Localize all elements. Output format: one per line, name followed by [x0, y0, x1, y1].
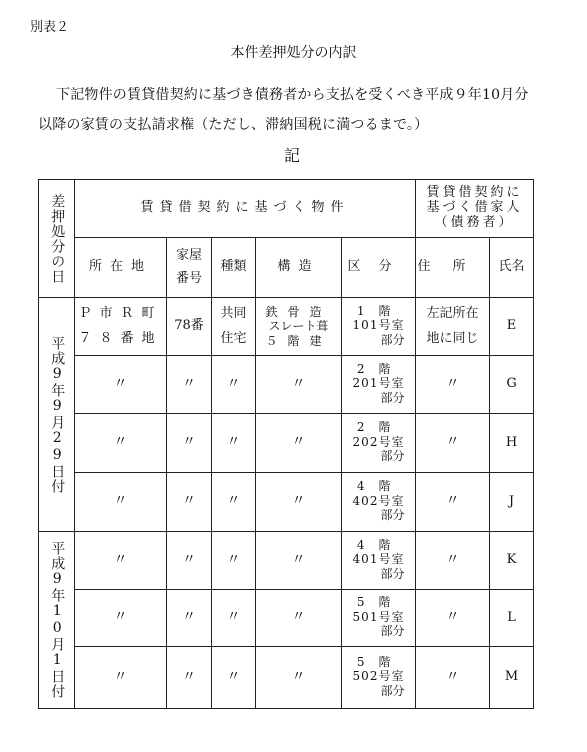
tenant-name: E: [506, 318, 517, 334]
table-row: [39, 473, 534, 532]
location-cell: [75, 590, 167, 647]
section-cell: [342, 473, 416, 532]
section-floor: 2階: [356, 361, 405, 376]
date-cell-2: [39, 532, 75, 709]
document-title: 本件差押処分の内訳: [230, 45, 357, 61]
ditto-mark: 〃: [445, 668, 460, 685]
house-no-header: [167, 238, 212, 298]
section-part: 部分: [380, 449, 405, 464]
table-row: [39, 590, 534, 647]
section-part: 部分: [380, 566, 405, 581]
address-cell: [416, 414, 490, 473]
section-floor: 4階: [356, 479, 405, 494]
kind-line-2: 住宅: [220, 330, 247, 346]
name-header: [490, 238, 534, 298]
paragraph-line-1: 下記物件の賃貸借契約に基づき債務者から支払を受くべき平成９年10月分: [56, 87, 529, 103]
section-part: 部分: [380, 390, 405, 405]
property-group-text: 賃貸借契約に基づく物件: [140, 200, 350, 216]
table-row: [39, 414, 534, 473]
kind-header: [212, 238, 256, 298]
ki-heading: 記: [284, 146, 301, 165]
house-no-header-line-1: 家屋: [175, 248, 202, 264]
date-column-header: [39, 180, 75, 298]
name-header-text: 氏名: [498, 259, 525, 275]
section-cell: [342, 590, 416, 647]
house-no-text: 78番: [174, 318, 204, 334]
ditto-mark: 〃: [113, 434, 128, 451]
name-cell: [490, 473, 534, 532]
address-header: [416, 238, 490, 298]
ditto-mark: 〃: [291, 434, 306, 451]
ditto-mark: 〃: [445, 493, 460, 510]
kind-line-1: 共同: [220, 305, 247, 321]
house-no-cell: [167, 356, 212, 414]
section-cell: [342, 298, 416, 356]
section-part: 部分: [380, 624, 405, 639]
structure-cell: [256, 532, 342, 590]
location-line-2: ７８番地: [78, 330, 163, 346]
section-room: 401号室: [352, 552, 405, 567]
address-cell: [416, 473, 490, 532]
name-cell: [490, 298, 534, 356]
ditto-mark: 〃: [445, 375, 460, 392]
house-no-header-line-2: 番号: [175, 270, 202, 286]
section-room: 501号室: [352, 609, 405, 624]
address-cell: [416, 356, 490, 414]
section-floor: 2階: [356, 420, 405, 435]
kind-header-text: 種類: [220, 259, 247, 275]
tenant-name: J: [508, 493, 515, 509]
location-cell: [75, 647, 167, 709]
address-cell: [416, 590, 490, 647]
ditto-mark: 〃: [226, 434, 241, 451]
name-cell: [490, 590, 534, 647]
location-cell: [75, 532, 167, 590]
section-cell: [342, 532, 416, 590]
location-cell: [75, 298, 167, 356]
tenant-name: H: [505, 434, 518, 450]
section-part: 部分: [380, 683, 405, 698]
date-1-text: 平成9年9月29日付: [49, 335, 66, 494]
ditto-mark: 〃: [113, 609, 128, 626]
ditto-mark: 〃: [113, 668, 128, 685]
date-header-text: 差押処分の日: [49, 193, 66, 284]
section-floor: 1階: [356, 303, 405, 318]
ditto-mark: 〃: [113, 551, 128, 568]
tenant-group-header: [416, 180, 534, 238]
ditto-mark: 〃: [291, 609, 306, 626]
section-header-text: 区分: [347, 259, 410, 275]
section-cell: [342, 414, 416, 473]
structure-cell: [256, 298, 342, 356]
house-no-cell: [167, 298, 212, 356]
kind-cell: [212, 647, 256, 709]
name-cell: [490, 532, 534, 590]
section-floor: 5階: [356, 595, 405, 610]
ditto-mark: 〃: [291, 493, 306, 510]
tenant-group-line-3: （債務者）: [434, 214, 515, 230]
ditto-mark: 〃: [226, 493, 241, 510]
ditto-mark: 〃: [113, 493, 128, 510]
location-cell: [75, 414, 167, 473]
address-header-text: 住所: [417, 259, 488, 275]
ditto-mark: 〃: [226, 668, 241, 685]
table-row: [39, 356, 534, 414]
location-line-1: Ｐ市Ｒ町: [78, 305, 163, 321]
address-cell: [416, 532, 490, 590]
ditto-mark: 〃: [445, 551, 460, 568]
name-cell: [490, 647, 534, 709]
ditto-mark: 〃: [182, 551, 196, 568]
kind-cell: [212, 414, 256, 473]
ditto-mark: 〃: [182, 609, 196, 626]
ditto-mark: 〃: [291, 375, 306, 392]
kind-cell: [212, 473, 256, 532]
ditto-mark: 〃: [445, 609, 460, 626]
header-row-1: [39, 180, 534, 238]
section-part: 部分: [380, 332, 405, 347]
section-cell: [342, 647, 416, 709]
tenant-name: G: [506, 376, 517, 392]
house-no-cell: [167, 647, 212, 709]
appendix-label: 別表２: [30, 20, 70, 35]
ditto-mark: 〃: [445, 434, 460, 451]
tenant-group-line-1: 賃貸借契約に: [426, 185, 523, 201]
structure-line-2: スレート葺: [268, 319, 329, 334]
table-row: [39, 647, 534, 709]
section-cell: [342, 356, 416, 414]
section-room: 402号室: [352, 493, 405, 508]
tenant-name: K: [506, 552, 517, 568]
tenant-group-line-2: 基づく借家人: [426, 200, 523, 216]
location-header-text: 所在地: [88, 259, 152, 275]
house-no-cell: [167, 532, 212, 590]
tenant-name: M: [504, 669, 519, 685]
structure-cell: [256, 356, 342, 414]
house-no-cell: [167, 414, 212, 473]
address-cell: [416, 298, 490, 356]
ditto-mark: 〃: [291, 551, 306, 568]
location-header: [75, 238, 167, 298]
address-line-1: 左記所在: [426, 305, 479, 321]
address-line-2: 地に同じ: [426, 330, 479, 346]
structure-line-3: ５階建: [265, 333, 332, 348]
ditto-mark: 〃: [226, 551, 241, 568]
header-row-2: [39, 238, 534, 298]
address-cell: [416, 647, 490, 709]
house-no-cell: [167, 473, 212, 532]
section-part: 部分: [380, 508, 405, 523]
ditto-mark: 〃: [226, 375, 241, 392]
ditto-mark: 〃: [182, 493, 196, 510]
property-group-header: [75, 180, 416, 238]
ditto-mark: 〃: [226, 609, 241, 626]
kind-cell: [212, 590, 256, 647]
house-no-cell: [167, 590, 212, 647]
structure-line-1: 鉄骨造: [265, 304, 332, 319]
ditto-mark: 〃: [182, 375, 196, 392]
section-room: 502号室: [352, 669, 405, 684]
section-room: 201号室: [352, 376, 405, 391]
date-cell-1: [39, 298, 75, 532]
tenant-name: L: [507, 609, 516, 625]
structure-cell: [256, 647, 342, 709]
structure-cell: [256, 590, 342, 647]
paragraph-line-2: 以降の家賃の支払請求権（ただし、滞納国税に満つるまで。）: [38, 117, 429, 133]
structure-cell: [256, 473, 342, 532]
section-room: 202号室: [352, 434, 405, 449]
kind-cell: [212, 532, 256, 590]
table-row: [39, 298, 534, 356]
ditto-mark: 〃: [182, 434, 196, 451]
location-cell: [75, 473, 167, 532]
date-2-text: 平成9年10月1日付: [49, 541, 66, 699]
structure-cell: [256, 414, 342, 473]
structure-header-text: 構造: [277, 259, 320, 275]
table-row: [39, 532, 534, 590]
section-room: 101号室: [352, 318, 405, 333]
location-cell: [75, 356, 167, 414]
ditto-mark: 〃: [113, 375, 128, 392]
kind-cell: [212, 356, 256, 414]
kind-cell: [212, 298, 256, 356]
section-floor: 5階: [356, 654, 405, 669]
section-floor: 4階: [356, 537, 405, 552]
name-cell: [490, 414, 534, 473]
section-header: [342, 238, 416, 298]
ditto-mark: 〃: [182, 668, 196, 685]
name-cell: [490, 356, 534, 414]
seizure-table: [38, 179, 534, 709]
ditto-mark: 〃: [291, 668, 306, 685]
structure-header: [256, 238, 342, 298]
